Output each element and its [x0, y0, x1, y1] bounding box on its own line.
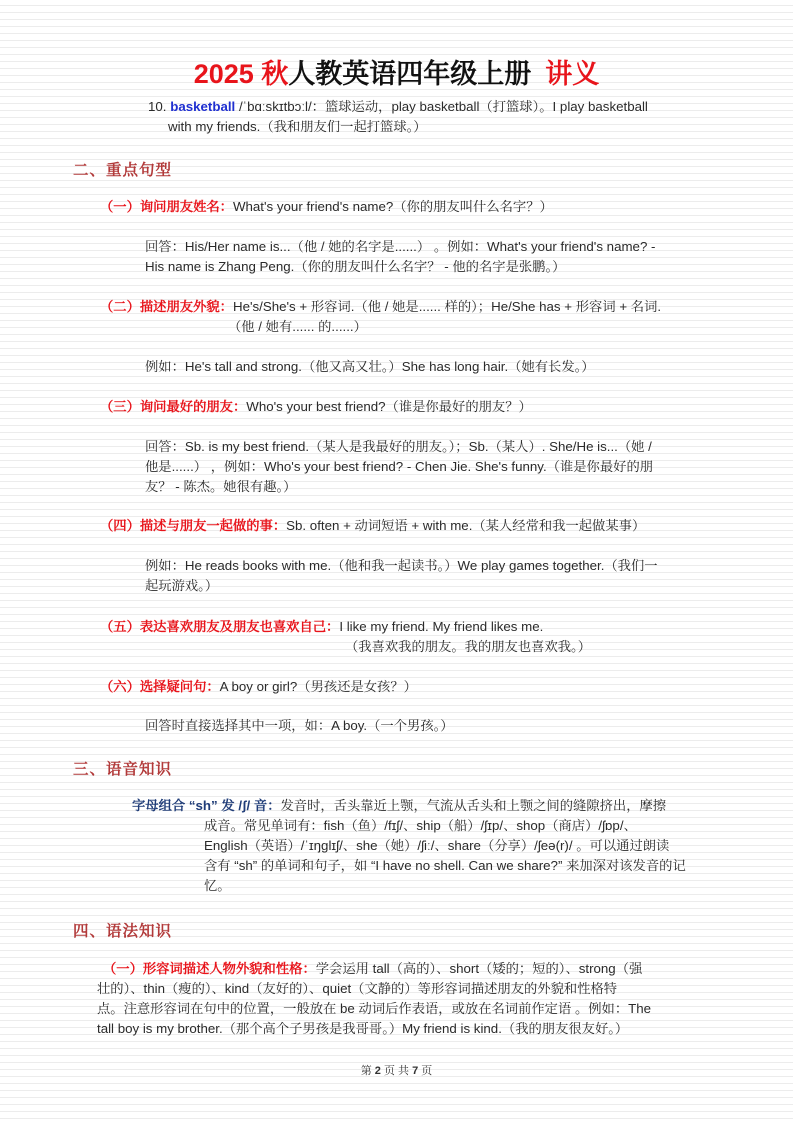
- grammar-label: （一）形容词描述人物外貌和性格：: [103, 961, 316, 976]
- section-heading-key-sentences: 二、重点句型: [73, 162, 173, 179]
- title-main: 人教英语四年级上册: [288, 59, 532, 89]
- document-title: [0, 52, 793, 91]
- pattern-4-detail: 例如：He reads books with me.（他和我一起读书。）We play games together.（我们一 起玩游戏。）: [145, 558, 658, 593]
- vocab-line-1: 10. basketball /ˈbɑːskɪtbɔːl/：篮球运动，play basketball（打篮球）。I play basketball: [148, 99, 648, 114]
- pattern-label: （二）描述朋友外貌：: [100, 299, 233, 314]
- pattern-label: （一）询问朋友姓名：: [100, 199, 233, 214]
- current-page: 2: [374, 1065, 381, 1077]
- vocab-word: basketball: [170, 99, 236, 114]
- pattern-2: （二）描述朋友外貌：He's/She's + 形容词.（他 / 她是...... 样的）；He/She has + 形容词 + 名词. （他 / 她有...... 的......）: [100, 299, 662, 334]
- pattern-2-detail: 例如：He's tall and strong.（他又高又壮。）She has long hair.（她有长发。）: [145, 359, 595, 374]
- phonics-sh: 字母组合 “sh” 发 /ʃ/ 音：发音时，舌头靠近上颚，气流从舌头和上颚之间的缝隙挤出，摩擦 成音。常见单词有：fish（鱼）/fɪʃ/、ship（船）/ʃɪp/、shop（商店）/ʃɒp/、 English（英语）/ˈɪŋglɪʃ/、she（她）/ʃiː/、share（分享）/ʃeə(r)/ 。可以通过朗读 含有 “sh” 的单词和句子，如 “I have no shell. Can we share?” 来加深对该发音的记 忆。: [132, 798, 686, 893]
- pattern-3: （三）询问最好的朋友：Who's your best friend?（谁是你最好的朋友？）: [100, 399, 532, 414]
- title-handout: 讲义: [545, 59, 600, 89]
- pattern-6-detail: 回答时直接选择其中一项，如：A boy.（一个男孩。）: [145, 718, 454, 733]
- pattern-1: （一）询问朋友姓名：What's your friend's name?（你的朋友叫什么名字？）: [100, 199, 553, 214]
- pattern-label: （三）询问最好的朋友：: [100, 399, 247, 414]
- page-footer: 第 2 页 共 7 页: [360, 1065, 433, 1077]
- vocab-line-2: with my friends.（我和朋友们一起打篮球。）: [168, 119, 427, 134]
- pattern-label: （六）选择疑问句：: [100, 679, 220, 694]
- phonics-label: 字母组合 “sh” 发 /ʃ/ 音：: [132, 798, 281, 813]
- grammar-adjectives: （一）形容词描述人物外貌和性格：学会运用 tall（高的）、short（矮的；短的）、strong（强 壮的）、thin（瘦的）、kind（友好的）、quiet（文静的）等形容词描述朋友的外貌和性格特 点。注意形容词在句中的位置，一般放在 be 动词后作表语，或放在名词前作定语 。例如：The tall boy is my brother.（那个高个子男孩是我哥哥。）My friend is kind.（我的朋友很友好。）: [97, 961, 652, 1036]
- vocab-item: [148, 97, 748, 137]
- pattern-label: （四）描述与朋友一起做的事：: [100, 518, 287, 533]
- title-year-season: 2025 秋: [193, 59, 289, 89]
- pattern-4: （四）描述与朋友一起做的事：Sb. often + 动词短语 + with me.（某人经常和我一起做某事）: [100, 518, 646, 533]
- pattern-3-detail: 回答：Sb. is my best friend.（某人是我最好的朋友。）；Sb.（某人）. She/He is...（她 / 他是......） ，例如：Who's your best friend? - Chen Jie. She's funny.（谁是你最好的朋 友？ - 陈杰。她很有趣。）: [145, 439, 654, 494]
- pattern-1-detail: 回答：His/Her name is...（他 / 她的名字是......） 。例如：What's your friend's name? - His name is Zhang Peng.（你的朋友叫什么名字？ - 他的名字是张鹏。）: [145, 239, 656, 274]
- pattern-label: （五）表达喜欢朋友及朋友也喜欢自己：: [100, 619, 340, 634]
- pattern-5: （五）表达喜欢朋友及朋友也喜欢自己：I like my friend. My friend likes me. （我喜欢我的朋友。我的朋友也喜欢我。）: [100, 619, 591, 654]
- pattern-6: （六）选择疑问句：A boy or girl?（男孩还是女孩？）: [100, 679, 417, 694]
- section-heading-grammar: 四、语法知识: [73, 923, 173, 940]
- section-heading-phonics: 三、语音知识: [73, 761, 173, 778]
- total-pages: 7: [412, 1065, 419, 1077]
